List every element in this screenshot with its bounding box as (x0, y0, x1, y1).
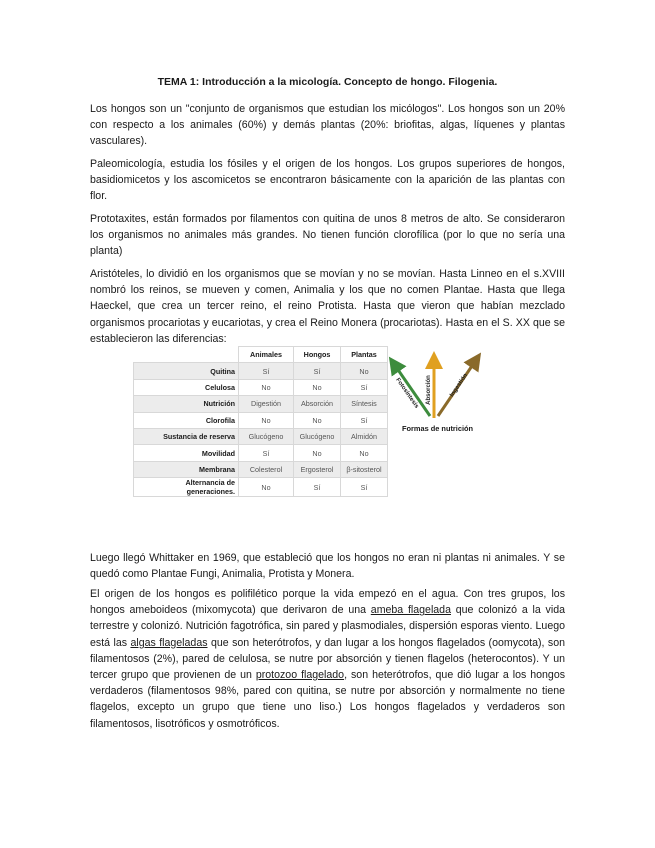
table-cell: Sí (294, 478, 341, 497)
table-row (134, 445, 388, 461)
underlined-term: protozoo flagelado (255, 669, 345, 682)
table-cell: Sí (341, 412, 388, 428)
table-row (134, 396, 388, 412)
table-header-row (134, 347, 388, 363)
table-cell: β-sitosterol (341, 461, 388, 477)
table-cell: No (294, 445, 341, 461)
text-span: que son heterótrofos, y dan lugar a los hongos flagelados (oomycota), son filamentosos (2%), pared de celulosa, se nutre por absorción y tienen flagelos (heterocontos). Y un tercer grupo que provienen de un (90, 636, 566, 682)
table-row (134, 379, 388, 395)
table-cell: Sí (341, 478, 388, 497)
arrow-label-ingestion: Ingestión (449, 372, 470, 399)
row-label: Movilidad (134, 445, 239, 461)
row-label: Quitina (134, 363, 239, 379)
table-row (134, 428, 388, 444)
table-cell: Glucógeno (239, 428, 294, 444)
paragraph-origen (90, 586, 565, 732)
table-corner (134, 347, 239, 363)
table-cell: No (294, 412, 341, 428)
row-label: Clorofila (134, 412, 239, 428)
table-cell: No (341, 445, 388, 461)
table-cell: Almidón (341, 428, 388, 444)
photosynthesis-arrow (394, 364, 430, 416)
table-cell: Síntesis (341, 396, 388, 412)
table-cell: No (239, 478, 294, 497)
table-cell: Colesterol (239, 461, 294, 477)
text-span: El origen de los hongos es polifilético porque la vida empezó en el agua. Con tres grupos, los hongos ameboideos (mixomycota) que derivaron de una (90, 588, 565, 617)
table-row (134, 363, 388, 379)
row-label: Nutrición (134, 396, 239, 412)
row-label: Sustancia de reserva (134, 428, 239, 444)
row-label: Celulosa (134, 379, 239, 395)
table-cell: No (239, 412, 294, 428)
text-span: , son heterótrofos, que dió lugar a los hongos verdaderos (filamentosos 98%, pared con quitina, se nutre por absorción y normalmente no tiene flagelos, excepto un grupo que tiene uno liso.) Los hongos flagelados y verdaderos son filamentosos, lisotróficos y osmotróficos. (90, 669, 566, 730)
paragraph-whittaker: Luego llegó Whittaker en 1969, que estableció que los hongos no eran ni plantas ni animales. Y se quedó como Plantae Fungi, Animalia, Protista y Monera. (90, 552, 565, 581)
table-header: Hongos (294, 347, 341, 363)
table-cell: Glucógeno (294, 428, 341, 444)
table-header: Animales (239, 347, 294, 363)
table-row (134, 461, 388, 477)
paragraph-aristoteles: Aristóteles, lo dividió en los organismos que se movían y no se movían. Hasta Linneo en el s.XVIII nombró los reinos, se mueven y comen, Animalia y los que no comen Plantae. Hasta que llega Haeckel, que crea un tercer reino, el reino Protista. Hasta que vieron que habían mezclado organismos procariotas y eucariotas, y crea el Reino Monera (procariotas). Hasta en el S. XX que se establecieron las diferencias: (90, 268, 565, 345)
arrow-label-absorption: Absorción (426, 375, 432, 405)
table-cell: Sí (294, 363, 341, 379)
table-cell: Absorción (294, 396, 341, 412)
table-cell: Digestión (239, 396, 294, 412)
paragraph-paleomicologia: Paleomicología, estudia los fósiles y el origen de los hongos. Los grupos superiores de hongos, basidiomicetos y los ascomicetos se encontraron básicamente con la aparición de las plantas con flor. (90, 158, 565, 203)
table-row (134, 478, 388, 497)
page-title: TEMA 1: Introducción a la micología. Concepto de hongo. Filogenia. (157, 76, 498, 88)
paragraph-prototaxites: Prototaxites, están formados por filamentos con quitina de unos 8 metros de alto. Se consideraron los organismos no animales más grandes. No tienen función clorofílica (por lo que no sería una planta) (90, 213, 565, 258)
table-header: Plantas (341, 347, 388, 363)
underlined-term: algas flageladas (130, 636, 208, 649)
table-cell: No (341, 363, 388, 379)
arrow-label-photosynthesis: Fotosíntesis (394, 377, 420, 410)
row-label: Membrana (134, 461, 239, 477)
table-row (134, 412, 388, 428)
table-cell: Ergosterol (294, 461, 341, 477)
figure-caption: Formas de nutrición (402, 424, 474, 433)
row-label: Alternancia de generaciones. (134, 478, 239, 497)
paragraph-intro: Los hongos son un "conjunto de organismos que estudian los micólogos". Los hongos son un 20% con respecto a los animales (60%) y demás plantas (20%: briofitas, algas, líquenes y plantas vasculares). (90, 103, 565, 148)
table-cell: Sí (239, 445, 294, 461)
text-span: que colonizó a la vida terrestre y colonizó. Nutrición fagotrófica, sin pared y plasmodiales, dispersión esporas viento. Luego está las (90, 604, 565, 649)
kingdoms-comparison-table (133, 346, 388, 497)
table-cell: No (294, 379, 341, 395)
table-cell: Sí (341, 379, 388, 395)
underlined-term: ameba flagelada (370, 604, 451, 617)
table-cell: No (239, 379, 294, 395)
table-cell: Sí (239, 363, 294, 379)
